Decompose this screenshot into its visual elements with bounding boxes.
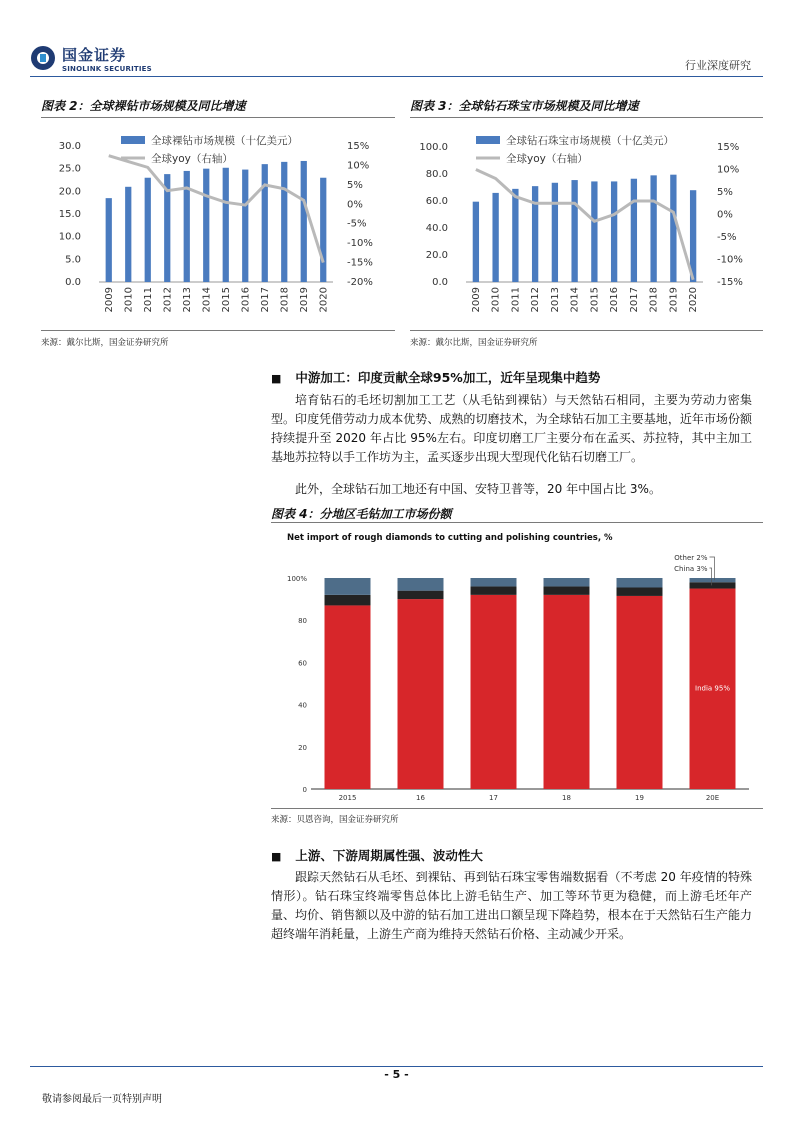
section1-heading [271, 368, 600, 386]
fig3-left-tick-label: 0.0 [432, 277, 448, 288]
section1-bullet: ■ [271, 372, 282, 385]
fig2-right-tick-label: 10% [347, 160, 370, 172]
fig2-x-tick-label: 2015 [220, 287, 232, 313]
fig2-x-tick-label: 2018 [279, 287, 291, 313]
fig4-annotation-other: Other 2% [674, 554, 708, 562]
fig4-x-tick-label: 16 [416, 794, 425, 802]
fig2-right-tick-label: -20% [347, 277, 373, 288]
fig3-bar [611, 181, 617, 282]
fig2-bar [242, 170, 248, 282]
fig2-right-tick-label: 5% [347, 179, 363, 191]
fig3-bar [631, 179, 637, 282]
fig2-x-tick-label: 2016 [240, 287, 252, 313]
fig3-bar [670, 175, 676, 282]
fig3-right-tick-label: 10% [717, 164, 740, 176]
fig2-title: 图表 2：全球裸钻市场规模及同比增速 [41, 99, 246, 113]
fig2-bar [125, 187, 131, 282]
fig4-y-tick-label: 0 [302, 786, 307, 794]
fig4-y-tick-label: 100% [286, 575, 307, 583]
fig3-x-tick-label: 2019 [668, 287, 680, 313]
fig2-right-tick-label: 15% [347, 141, 370, 152]
fig4-y-tick-label: 60 [298, 659, 307, 668]
fig4-bar-other [325, 578, 371, 595]
fig4-bar-china [544, 586, 590, 594]
fig2-x-tick-label: 2010 [123, 287, 135, 313]
fig3-bar [473, 202, 479, 282]
fig3-chart [410, 120, 763, 330]
fig3-right-tick-label: -15% [717, 277, 743, 288]
fig4-bottom-rule [271, 808, 763, 809]
fig4-bar-china [617, 587, 663, 595]
fig3-x-tick-label: 2020 [688, 287, 700, 313]
fig3-x-tick-label: 2018 [648, 287, 660, 313]
fig2-right-tick-label: -5% [347, 218, 367, 230]
fig2-bar [301, 161, 307, 282]
fig3-left-tick-label: 100.0 [419, 142, 448, 153]
fig3-x-tick-label: 2010 [490, 287, 502, 313]
fig3-x-tick-label: 2011 [510, 287, 522, 313]
section1-paragraph-1: 培育钻石的毛坯切割加工工艺（从毛钻到裸钻）与天然钻石相同，主要为劳动力密集型。印度凭借劳动力成本优势、成熟的切磨技术，为全球钻石加工主要基地，近年市场份额持续提升至 2020 年占比 95%左右。印度切磨工厂主要分布在孟买、苏拉特，其中主加工基地苏拉特以手工作坊为主，孟买逐步出现大型现代化钻石切磨工厂。 [271, 393, 752, 464]
fig2-x-tick-label: 2011 [142, 287, 154, 313]
fig3-bar [650, 175, 656, 282]
fig4-title: 图表 4：分地区毛钻加工市场份额 [271, 507, 452, 521]
footer-disclaimer: 敬请参阅最后一页特别声明 [42, 1094, 162, 1105]
fig3-bottom-rule [410, 330, 763, 331]
fig3-legend-bar-swatch [476, 136, 500, 144]
logo-cn: 国金证券 [62, 46, 127, 64]
fig4-bar-india [325, 605, 371, 789]
fig3-source: 来源：戴尔比斯，国金证券研究所 [410, 338, 538, 348]
fig2-bottom-rule [41, 330, 395, 331]
fig4-x-tick-label: 20E [705, 794, 720, 802]
fig3-legend-bar-label: 全球钻石珠宝市场规模（十亿美元） [506, 135, 674, 147]
fig2-x-tick-label: 2012 [162, 287, 174, 313]
fig4-y-tick-label: 20 [298, 743, 307, 752]
fig2-right-tick-label: -15% [347, 257, 373, 269]
fig3-right-tick-label: -10% [717, 254, 743, 266]
section1-title: 中游加工：印度贡献全球95%加工，近年呈现集中趋势 [295, 370, 601, 385]
header-rule [30, 76, 763, 77]
fig4-y-tick-label: 80 [298, 617, 307, 626]
fig4-y-tick-label: 40 [298, 701, 307, 710]
section2-paragraph-1: 跟踪天然钻石从毛坯、到裸钻、再到钻石珠宝零售端数据看（不考虑 20 年疫情的特殊情形）。钻石珠宝终端零售总体比上游毛钻生产、加工等环节更为稳健，而上游毛坯年产量、均价、销售额以及中游的钻石加工进出口额呈现下降趋势，根本在于天然钻石生产能力超终端年消耗量，上游生产商为维持天然钻石价格、主动减少开采。 [271, 870, 752, 941]
page-number: - 5 - [384, 1068, 409, 1081]
fig2-left-tick-label: 15.0 [58, 209, 81, 220]
fig3-right-tick-label: 15% [717, 142, 740, 153]
fig2-legend-bar-swatch [121, 136, 145, 144]
fig3-x-tick-label: 2015 [589, 287, 601, 313]
fig4-annotation-india: India 95% [695, 684, 730, 693]
fig2-left-tick-label: 25.0 [58, 163, 81, 175]
fig3-x-tick-label: 2009 [470, 287, 482, 313]
fig4-bar-india [617, 596, 663, 789]
fig2-right-tick-label: -10% [347, 238, 373, 250]
fig2-bar [145, 178, 151, 282]
fig2-x-tick-label: 2019 [298, 287, 310, 313]
fig3-left-tick-label: 60.0 [425, 196, 448, 207]
fig2-x-tick-label: 2014 [201, 287, 213, 313]
fig4-bar-india [544, 595, 590, 789]
fig4-bar-other [398, 578, 444, 591]
company-logo [30, 44, 170, 76]
fig2-legend-line-label: 全球yoy（右轴） [151, 153, 233, 165]
fig3-bar [591, 181, 597, 282]
fig3-bar [552, 183, 558, 282]
fig2-bar [106, 198, 112, 282]
fig2-right-tick-label: 0% [347, 199, 363, 211]
fig2-legend-bar-label: 全球裸钻市场规模（十亿美元） [151, 135, 298, 147]
fig4-rule [271, 522, 763, 523]
fig2-bar [320, 178, 326, 282]
fig3-legend-line-label: 全球yoy（右轴） [506, 153, 588, 165]
fig3-bar [571, 180, 577, 282]
logo-mark-icon [30, 45, 56, 71]
fig4-bar-china [471, 586, 517, 594]
fig2-left-tick-label: 20.0 [58, 186, 81, 198]
fig4-chart-title: Net import of rough diamonds to cutting and polishing countries, % [287, 533, 613, 543]
fig3-x-tick-label: 2016 [609, 287, 621, 313]
fig4-x-tick-label: 2015 [338, 794, 357, 802]
fig3-bar [532, 186, 538, 282]
fig4-bar-other [471, 578, 517, 586]
fig4-bar-other [544, 578, 590, 586]
fig3-x-tick-label: 2012 [530, 287, 542, 313]
fig3-right-tick-label: 0% [717, 209, 733, 221]
fig2-x-tick-label: 2020 [318, 287, 330, 313]
fig2-rule [41, 117, 395, 118]
section2-heading [271, 846, 483, 864]
fig4-bar-other [690, 578, 736, 582]
fig4-bar-other [617, 578, 663, 587]
fig3-x-tick-label: 2017 [628, 287, 640, 313]
fig4-x-tick-label: 17 [489, 794, 498, 802]
fig4-x-tick-label: 19 [635, 794, 644, 802]
fig2-chart [41, 120, 395, 330]
fig2-left-tick-label: 30.0 [58, 141, 81, 152]
fig4-bar-china [398, 591, 444, 599]
fig4-bar-china [690, 582, 736, 588]
fig2-x-tick-label: 2013 [181, 287, 193, 313]
fig3-rule [410, 117, 763, 118]
fig2-x-tick-label: 2017 [259, 287, 271, 313]
fig3-bar [492, 193, 498, 282]
logo-en: SINOLINK SECURITIES [62, 65, 152, 73]
section2-bullet: ■ [271, 850, 282, 863]
fig4-chart [271, 525, 763, 808]
fig2-yoy-line [109, 156, 324, 263]
section1-paragraph-2: 此外，全球钻石加工地还有中国、安特卫普等，20 年中国占比 3%。 [295, 482, 661, 496]
footer-rule [30, 1066, 763, 1067]
fig2-bar [203, 169, 209, 282]
report-type: 行业深度研究 [685, 59, 751, 72]
fig4-bar-china [325, 595, 371, 606]
fig3-right-tick-label: -5% [717, 232, 737, 243]
fig2-source: 来源：戴尔比斯，国金证券研究所 [41, 338, 169, 348]
fig4-source: 来源：贝恩咨询，国金证券研究所 [271, 815, 399, 825]
fig2-bar [223, 168, 229, 282]
fig3-bar [512, 189, 518, 282]
fig4-annotation-other-leader [710, 557, 715, 580]
fig2-x-tick-label: 2009 [103, 287, 115, 313]
fig4-bar-india [471, 595, 517, 789]
fig4-x-tick-label: 18 [562, 794, 571, 802]
fig3-left-tick-label: 80.0 [425, 169, 448, 180]
fig2-bar [262, 164, 268, 282]
fig2-left-tick-label: 5.0 [65, 254, 81, 266]
fig2-left-tick-label: 0.0 [65, 277, 81, 288]
fig3-left-tick-label: 40.0 [425, 223, 448, 234]
fig3-x-tick-label: 2013 [549, 287, 561, 313]
fig3-right-tick-label: 5% [717, 187, 733, 198]
fig3-title: 图表 3：全球钻石珠宝市场规模及同比增速 [410, 99, 639, 113]
fig4-annotation-china: China 3% [674, 565, 708, 573]
fig4-bar-india [398, 599, 444, 789]
fig3-x-tick-label: 2014 [569, 287, 581, 313]
fig2-bar [281, 162, 287, 282]
fig3-yoy-line [476, 170, 693, 280]
fig2-left-tick-label: 10.0 [58, 231, 81, 243]
fig3-left-tick-label: 20.0 [425, 250, 448, 261]
section2-title: 上游、下游周期属性强、波动性大 [295, 848, 483, 863]
